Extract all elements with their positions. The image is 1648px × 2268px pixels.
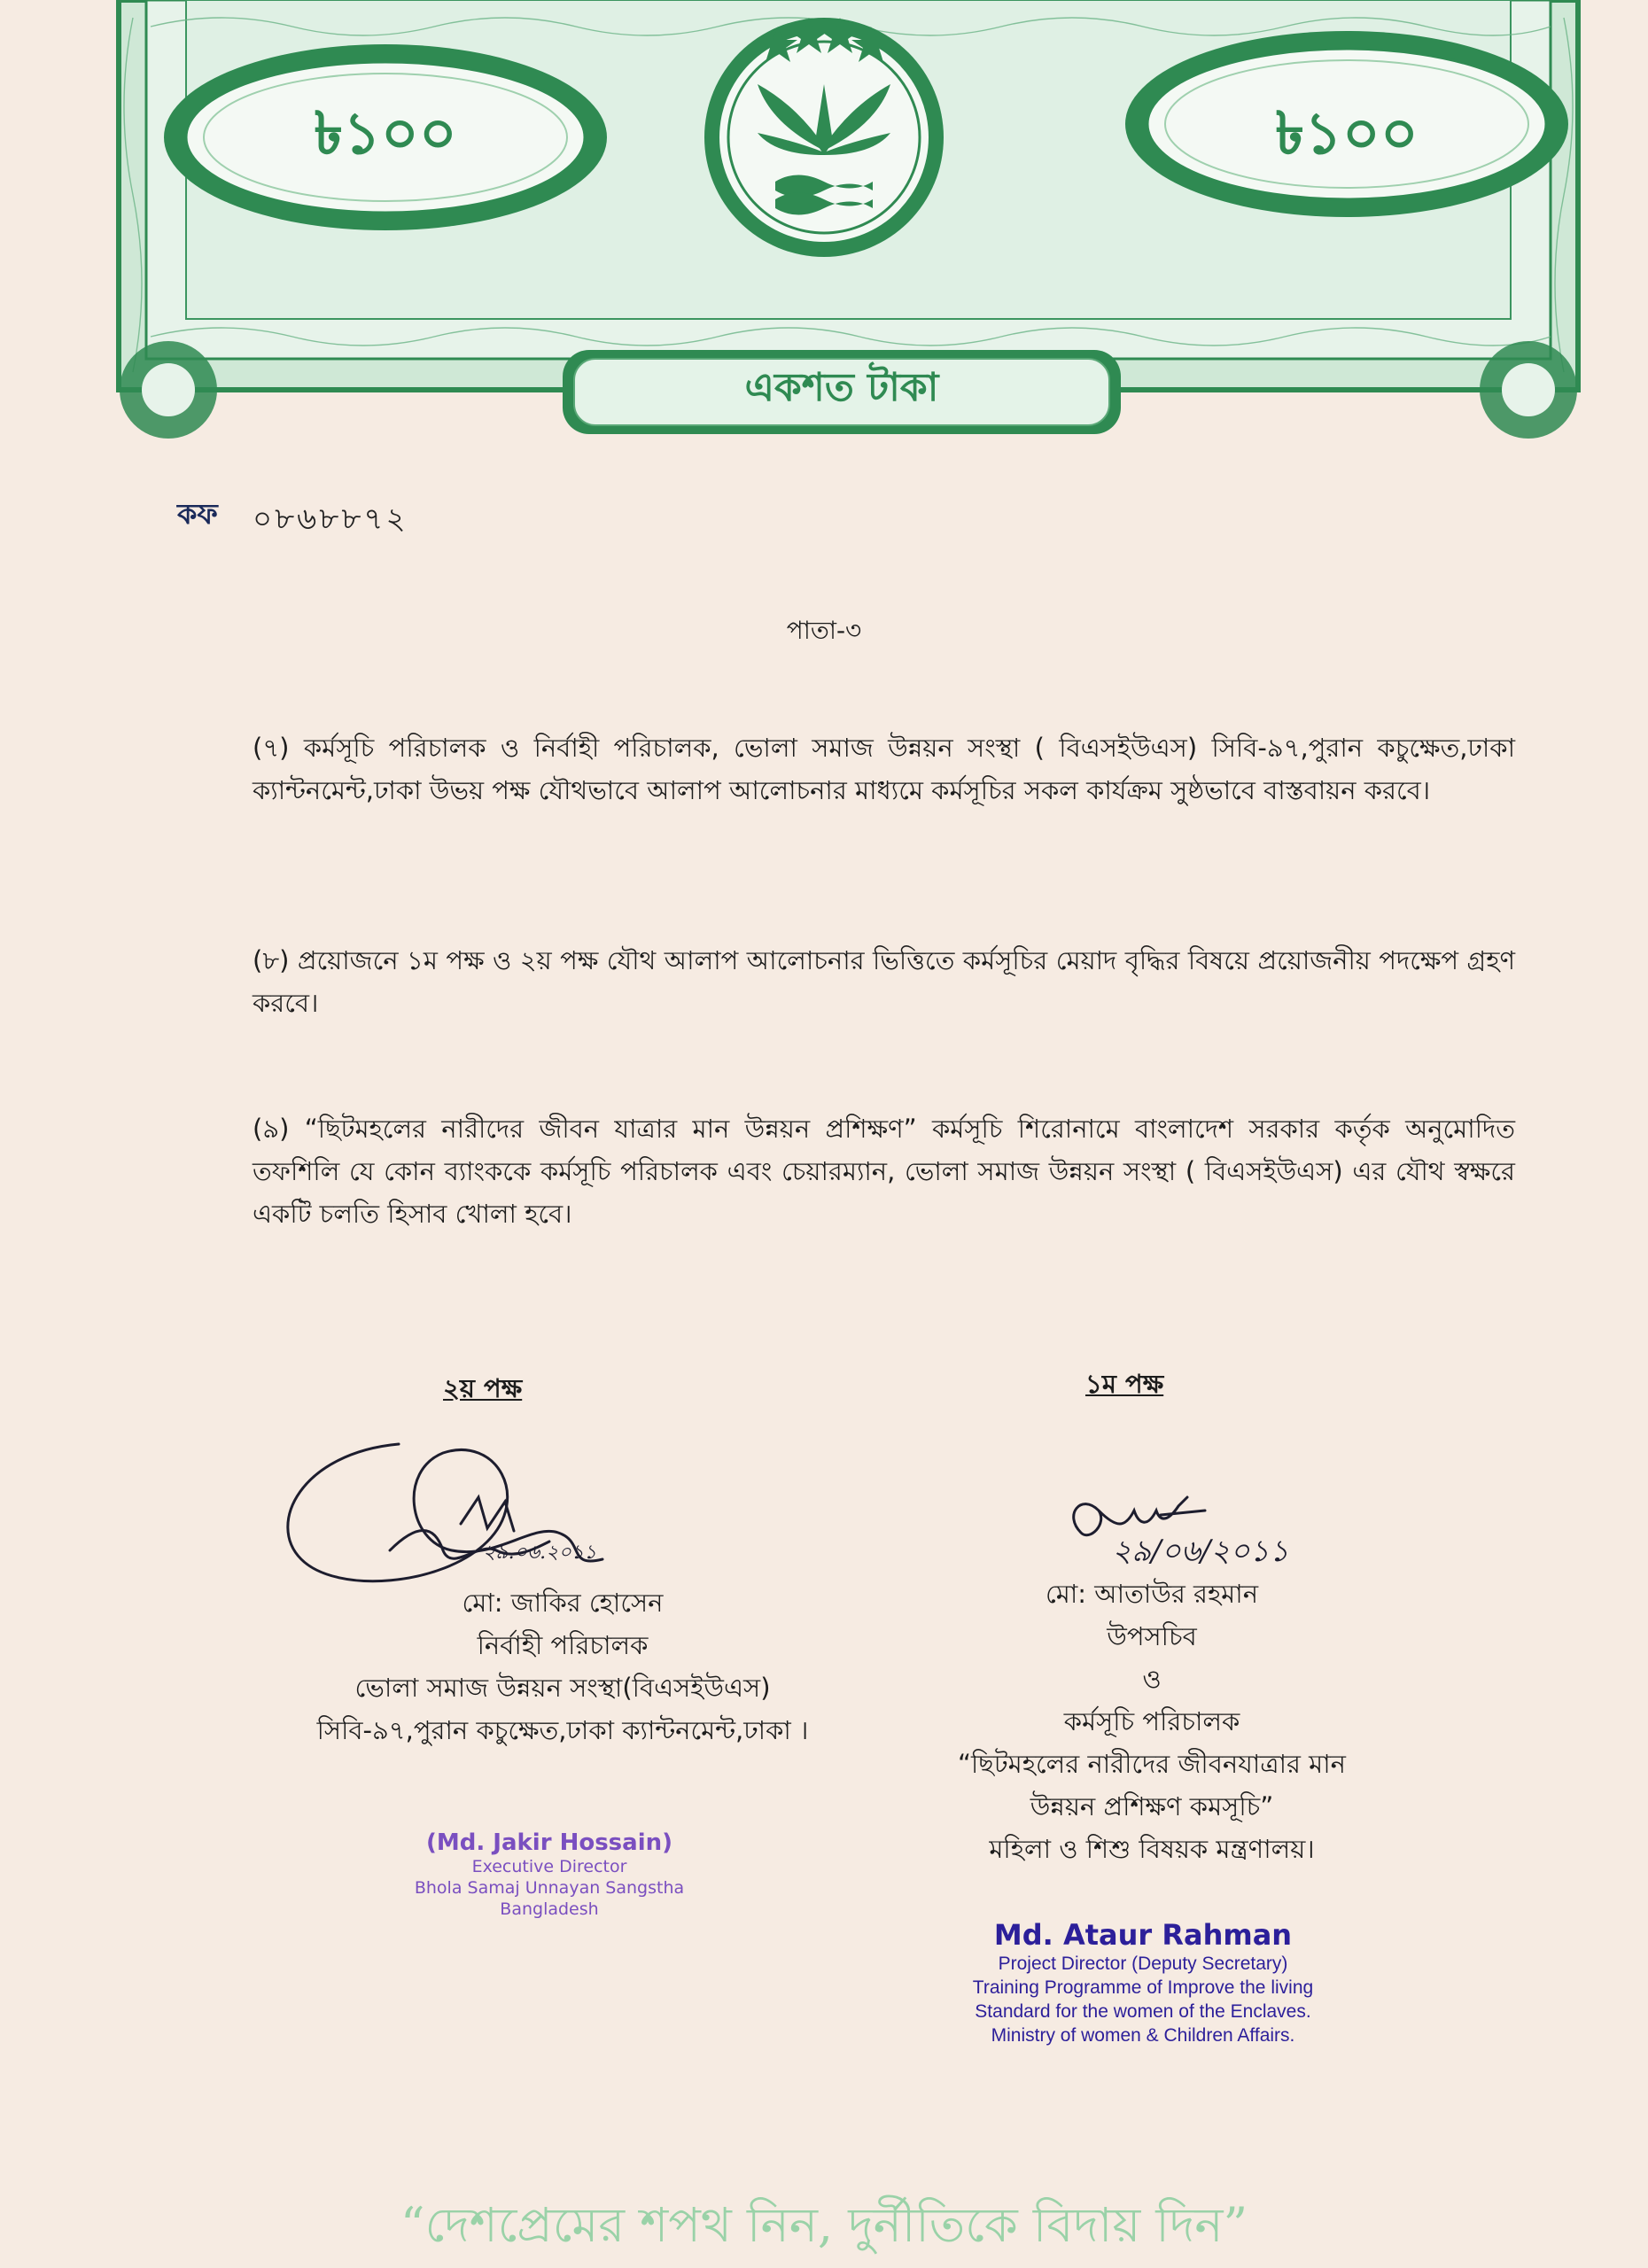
- serial-prefix: কফ: [177, 497, 218, 531]
- stamp-paper-header: [115, 0, 1582, 447]
- stamp-amount-right: ৳১০০: [1275, 98, 1419, 167]
- page-label: পাতা-৩: [786, 616, 862, 645]
- party1-signature-date: ২৯/০৬/২০১১: [1112, 1534, 1289, 1569]
- party1-name: মো: আতাউর রহমান: [1045, 1579, 1259, 1609]
- party2-seal-name: (Md. Jakir Hossain): [425, 1829, 672, 1856]
- party1-seal-line1: Project Director (Deputy Secretary): [998, 1953, 1288, 1974]
- party2-org: ভোলা সমাজ উন্নয়ন সংস্থা(বিএসইউএস): [354, 1673, 771, 1703]
- party1-seal: [939, 1918, 1347, 2047]
- party1-seal-line2: Training Programme of Improve the living: [972, 1977, 1314, 1998]
- party1-program-line1: “ছিটমহলের নারীদের জীবনযাত্রার মান: [957, 1749, 1346, 1779]
- party2-title: নির্বাহী পরিচালক: [477, 1630, 649, 1660]
- party1-seal-line3: Standard for the women of the Enclaves.: [975, 2001, 1311, 2022]
- stamp-value-in-words: একশত টাকা: [744, 364, 939, 410]
- party2-signature-date: ২৯.০৬.২০১১: [483, 1542, 597, 1564]
- stamp-amount-left: ৳১০০: [314, 98, 457, 167]
- party1-ministry: মহিলা ও শিশু বিষয়ক মন্ত্রণালয়।: [989, 1834, 1315, 1864]
- party1-conjunction: ও: [1142, 1664, 1162, 1694]
- party2-name: মো: জাকির হোসেন: [462, 1588, 664, 1618]
- party1-role: কর্মসূচি পরিচালক: [1063, 1706, 1240, 1736]
- clause-9: (৯) “ছিটমহলের নারীদের জীবন যাত্রার মান উন্নয়ন প্রশিক্ষণ” কর্মসূচি শিরোনামে বাংলাদেশ সরকার কর্তৃক অনুমোদিত তফশিলি যে কোন ব্যাংককে কর্মসূচি পরিচালক এবং চেয়ারম্যান, ভোলা সমাজ উন্নয়ন সংস্থা ( বিএসইউএস) এর যৌথ স্বক্ষরে একটি চলতি হিসাব খোলা হবে।: [253, 1114, 1515, 1229]
- party2-signature: [266, 1418, 656, 1595]
- clause-8: (৮) প্রয়োজনে ১ম পক্ষ ও ২য় পক্ষ যৌথ আলাপ আলোচনার ভিত্তিতে কর্মসূচির মেয়াদ বৃদ্ধির বিষয়ে প্রয়োজনীয় পদক্ষেপ গ্রহণ করবে।: [253, 945, 1515, 1018]
- clause-7: (৭) কর্মসূচি পরিচালক ও নির্বাহী পরিচালক, ভোলা সমাজ উন্নয়ন সংস্থা ( বিএসইউএস) সিবি-৯৭,পুরান কচুক্ষেত,ঢাকা ক্যান্টনমেন্ট,ঢাকা উভয় পক্ষ যৌথভাবে আলাপ আলোচনার মাধ্যমে কর্মসূচির সকল কার্যক্রম সুষ্ঠভাবে বাস্তবায়ন করবে।: [253, 733, 1515, 805]
- party2-details: [253, 1581, 873, 1751]
- party2-seal-line1: Executive Director: [471, 1857, 627, 1876]
- footer-motto: “দেশপ্রেমের শপথ নিন, দুর্নীতিকে বিদায় দিন”: [400, 2197, 1248, 2253]
- party2-address: সিবি-৯৭,পুরান কচুক্ষেত,ঢাকা ক্যান্টনমেন্ট,ঢাকা ।: [316, 1715, 809, 1745]
- party1-seal-line4: Ministry of women & Children Affairs.: [991, 2025, 1295, 2046]
- party2-heading: ২য় পক্ষ: [443, 1373, 523, 1403]
- party1-title: উপসচিব: [1107, 1621, 1197, 1651]
- party1-details: [824, 1573, 1480, 1870]
- serial-number: ০৮৬৮৮৭২: [253, 501, 408, 537]
- party1-heading: ১ম পক্ষ: [1085, 1369, 1164, 1399]
- party1-program-line2: উন্নয়ন প্রশিক্ষণ কমসূচি”: [1030, 1791, 1274, 1821]
- party2-seal-line2: Bhola Samaj Unnayan Sangstha: [414, 1878, 685, 1898]
- party1-seal-name: Md. Ataur Rahman: [993, 1918, 1293, 1952]
- party2-seal-line3: Bangladesh: [500, 1899, 599, 1919]
- party2-seal: [350, 1829, 749, 1920]
